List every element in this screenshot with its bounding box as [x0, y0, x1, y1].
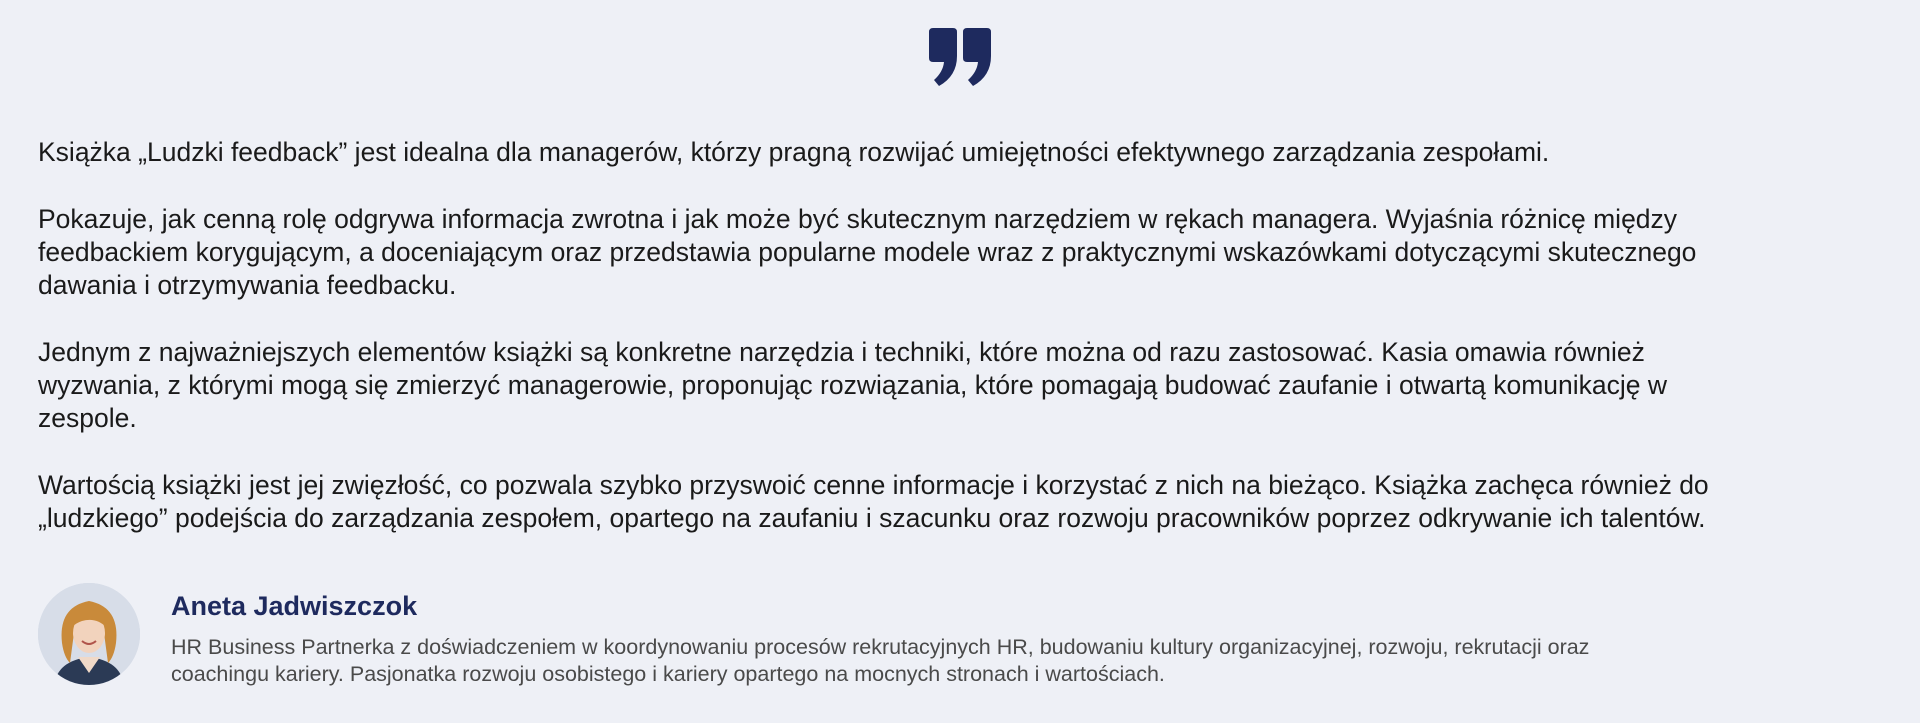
paragraph-3 [38, 336, 1888, 435]
paragraph-4 [38, 469, 1888, 535]
paragraph-2 [38, 203, 1888, 302]
author-name: Aneta Jadwiszczok [171, 591, 418, 621]
text-line: wyzwania, z którymi mogą się zmierzyć managerowie, proponując rozwiązania, które pomagają budować zaufanie i otwartą komunikację w [38, 370, 1668, 400]
text-line: Pokazuje, jak cenną rolę odgrywa informacja zwrotna i jak może być skutecznym narzędziem w rękach managera. Wyjaśnia różnicę między [38, 204, 1678, 234]
text-line: Jednym z najważniejszych elementów książki są konkretne narzędzia i techniki, które można od razu zastosować. Kasia omawia również [38, 337, 1645, 367]
text-line: feedbackiem korygującym, a doceniającym oraz przedstawia popularne modele wraz z praktycznymi wskazówkami dotyczącymi skutecznego [38, 237, 1697, 267]
text-line: Książka „Ludzki feedback” jest idealna dla managerów, którzy pragną rozwijać umiejętności efektywnego zarządzania zespołami. [38, 137, 1550, 167]
bio-line: HR Business Partnerka z doświadczeniem w koordynowaniu procesów rekrutacyjnych HR, budowaniu kultury organizacyjnej, rozwoju, rekrutacji oraz [171, 635, 1590, 659]
closing-quote-icon [0, 28, 1920, 98]
author-bio [171, 634, 1891, 688]
avatar [38, 583, 140, 685]
text-line: zespole. [38, 403, 137, 433]
author-block [38, 580, 1888, 690]
testimonial-text [38, 136, 1888, 569]
bio-line: coachingu kariery. Pasjonatka rozwoju osobistego i kariery opartego na mocnych stronach i wartościach. [171, 662, 1165, 686]
text-line: Wartością książki jest jej zwięzłość, co pozwala szybko przyswoić cenne informacje i korzystać z nich na bieżąco. Książka zachęca również do [38, 470, 1709, 500]
text-line: dawania i otrzymywania feedbacku. [38, 270, 457, 300]
text-line: „ludzkiego” podejścia do zarządzania zespołem, opartego na zaufaniu i szacunku oraz rozwoju pracowników poprzez odkrywanie ich talentów. [38, 503, 1706, 533]
paragraph-1 [38, 136, 1888, 169]
